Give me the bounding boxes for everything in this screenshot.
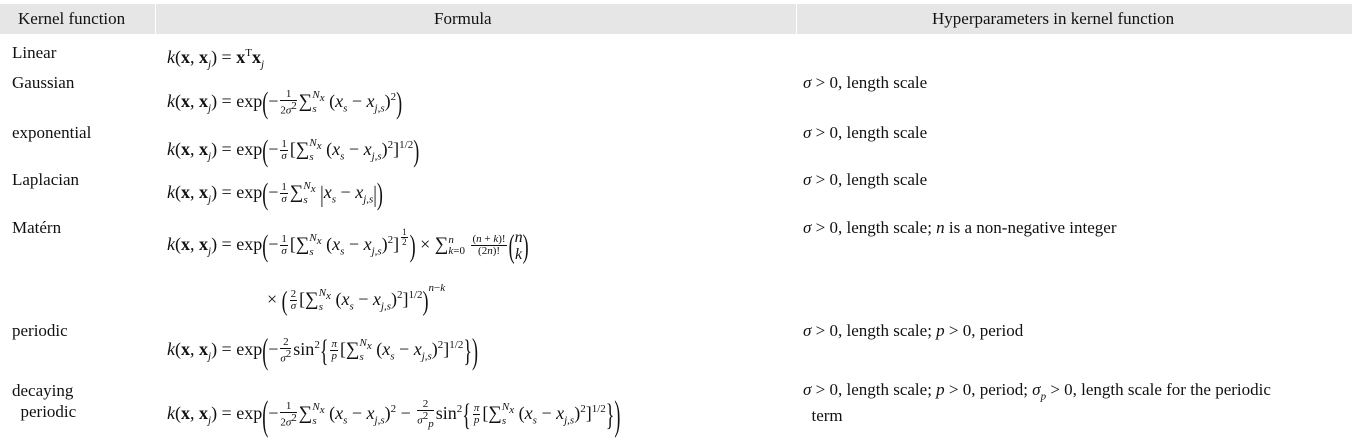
hyper-decaying-periodic: σ > 0, length scale; p > 0, period; $\sigma_p > 0$, length scale for the periodic term xyxy=(803,380,1271,426)
table-header xyxy=(0,4,1352,34)
hyper-laplacian: σ > 0, length scale xyxy=(803,170,928,189)
row-name-periodic: periodic xyxy=(12,321,68,340)
formula-periodic: k(x, $x_j) = \exp(-$ $\frac{2}{\sigma^2}$ $\sin^2${ $\frac{\pi}{p}$ [∑ $N_x$ s $(x_s - x_{j,s})^2]^{1/2}$}) xyxy=(167,330,478,371)
hyper-periodic: σ > 0, length scale; p > 0, period xyxy=(803,321,1024,340)
header-divider xyxy=(796,4,797,34)
formula-laplacian: k(x, $x_j) = \exp(-$ $\frac{1}{\sigma}$ ∑ $N_x$ s $|x_s - x_{j,s}|$) xyxy=(167,176,383,211)
row-name-laplacian: Laplacian xyxy=(12,170,80,189)
row-name-decaying-periodic: decaying periodic xyxy=(12,381,77,421)
row-name-linear: Linear xyxy=(12,43,57,62)
formula-gaussian: k(x, $x_j) = \exp(-$ $\frac{1}{2\sigma^2}$ ∑ $N_x$ s $(x_s - x_{j,s})^2$) xyxy=(167,85,403,120)
formula-matern-line1: k(x, $x_j) = \exp(-$ $\frac{1}{\sigma}$ [∑ $N_x$ s $(x_s - x_{j,s})^2$] $\frac{1}{2}$ ) × ∑ n k=0 $\frac{(n + k)!}{(2n)!}$ ( n k ) xyxy=(167,227,529,264)
formula-decaying-periodic: k(x, $x_j) = \exp(-$ $\frac{1}{2\sigma^2}$ ∑ $N_x$ s $(x_s - x_{j,s})^2$ − $\frac{2}{\sigma^2_p}$ $\sin^2${ $\frac{\pi}{p}$ [∑ $N_x$ s $(x_s - x_{j,s})^2]^{1/2}$}) xyxy=(167,391,621,438)
formula-linear: k(x, $x_j) = x^Tx_j$ xyxy=(167,47,265,71)
row-name-exponential: exponential xyxy=(12,123,92,142)
formula-exponential: k(x, $x_j) = \exp(-$ $\frac{1}{\sigma}$ [∑ $N_x$ s $(x_s - x_{j,s})^2]^{1/2}$) xyxy=(167,133,420,168)
row-name-gaussian: Gaussian xyxy=(12,73,75,92)
header-kernel-function: Kernel function xyxy=(18,9,126,28)
hyper-matern: σ > 0, length scale; n is a non-negative integer xyxy=(803,218,1117,237)
hyper-exponential: σ > 0, length scale xyxy=(803,123,928,142)
hyper-gaussian: σ > 0, length scale xyxy=(803,73,928,92)
header-divider xyxy=(155,4,156,34)
row-name-matern: Matérn xyxy=(12,218,62,237)
header-formula: Formula xyxy=(434,9,492,28)
formula-matern-line2: × ( $\frac{2}{\sigma}$ [∑ $N_x$ s $(x_s - x_{j,s})^2]^{1/2})^{n-k}$ xyxy=(267,282,446,316)
header-hyperparameters: Hyperparameters in kernel function xyxy=(932,9,1175,28)
